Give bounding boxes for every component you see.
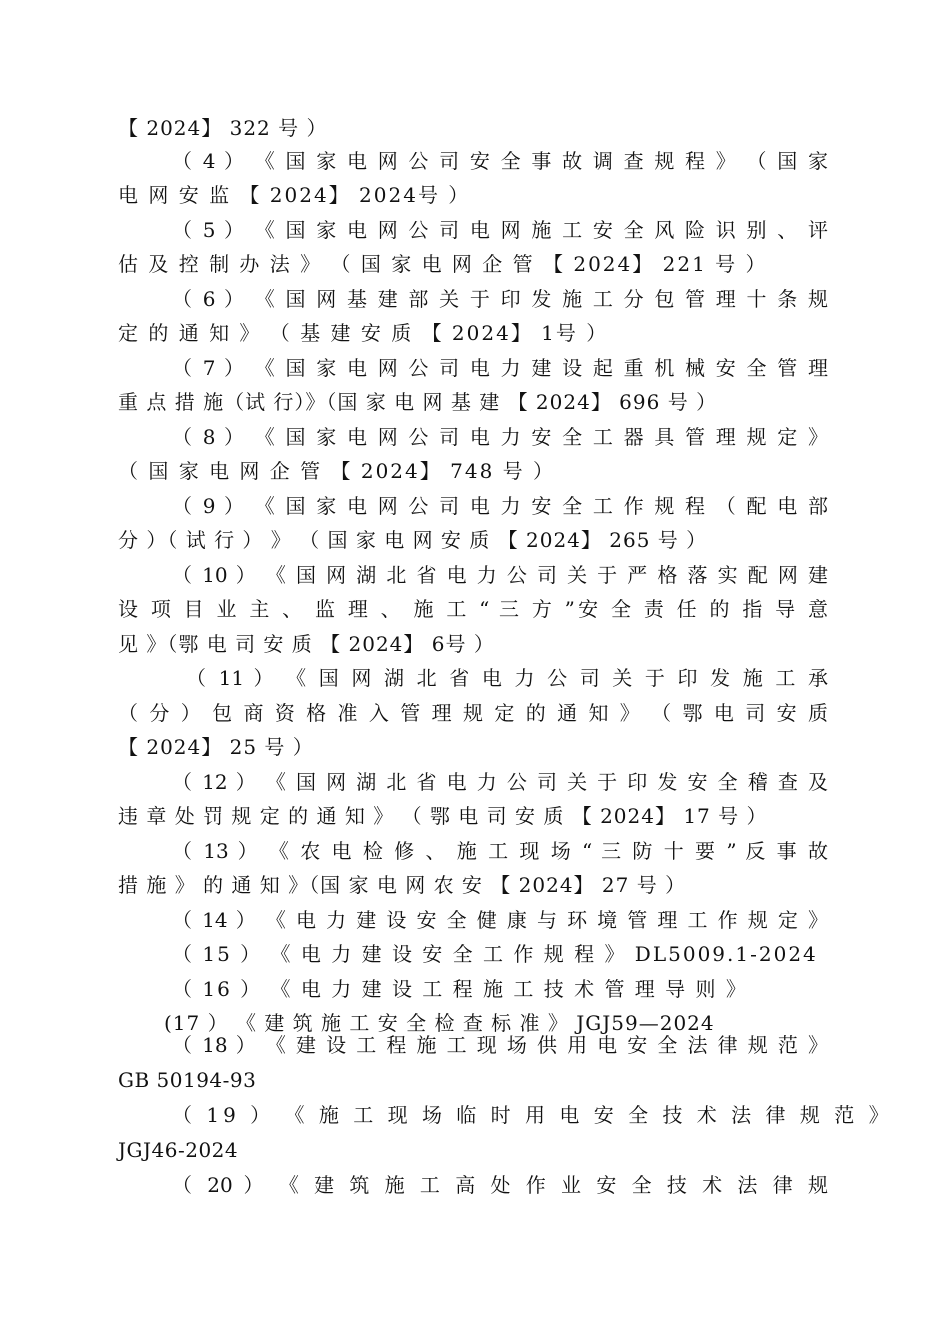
text-line: 定 的 通 知 》 （ 基 建 安 质 【 2024】 1号 ） [118, 321, 609, 345]
text-line: （ 7 ） 《 国 家 电 网 公 司 电 力 建 设 起 重 机 械 安 全 管 理 [172, 356, 828, 380]
text-line: 【 2024】 322 号 ） [118, 116, 328, 140]
text-line: （ 12 ） 《 国 网 湖 北 省 电 力 公 司 关 于 印 发 安 全 稽 查 及 [172, 770, 828, 794]
text-line: （ 9 ） 《 国 家 电 网 公 司 电 力 安 全 工 作 规 程 （ 配 电 部 [172, 494, 828, 518]
text-line: （ 20 ） 《 建 筑 施 工 高 处 作 业 安 全 技 术 法 律 规 [172, 1173, 828, 1197]
text-line: 重 点 措 施（试 行）》（国 家 电 网 基 建 【 2024】 696 号 ） [118, 390, 718, 414]
text-line: 违 章 处 罚 规 定 的 通 知 》 （ 鄂 电 司 安 质 【 2024】 17 号 ） [118, 804, 768, 828]
text-line: 措 施 》 的 通 知 》（国 家 电 网 农 安 【 2024】 27 号 ） [118, 873, 687, 897]
text-line: （ 16 ） 《 电 力 建 设 工 程 施 工 技 术 管 理 导 则 》 [172, 977, 748, 1001]
text-line: （ 14 ） 《 电 力 建 设 安 全 健 康 与 环 境 管 理 工 作 规 定 》 [172, 908, 828, 932]
text-line: （ 13 ） 《 农 电 检 修 、 施 工 现 场 “ 三 防 十 要 ” 反 事 故 [172, 839, 828, 863]
text-line: JGJ46-2024 [118, 1138, 239, 1162]
text-line: GB 50194-93 [118, 1068, 257, 1092]
text-line: （ 分 ） 包 商 资 格 准 入 管 理 规 定 的 通 知 》 （ 鄂 电 司 安 质 [118, 701, 828, 725]
text-line: （ 11 ） 《 国 网 湖 北 省 电 力 公 司 关 于 印 发 施 工 承 [186, 666, 828, 690]
text-line: （ 5 ） 《 国 家 电 网 公 司 电 网 施 工 安 全 风 险 识 别 、 评 [172, 218, 828, 242]
text-line: 见 》（鄂 电 司 安 质 【 2024】 6号 ） [118, 632, 495, 656]
text-line: （ 6 ） 《 国 网 基 建 部 关 于 印 发 施 工 分 包 管 理 十 条 规 [172, 287, 828, 311]
text-line: 分 ）（ 试 行 ） 》 （ 国 家 电 网 安 质 【 2024】 265 号 ） [118, 528, 708, 552]
text-line: （ 4 ） 《 国 家 电 网 公 司 安 全 事 故 调 查 规 程 》 （ 国 家 [172, 149, 828, 173]
text-line: 【 2024】 25 号 ） [118, 735, 314, 759]
text-line: （ 19 ） 《 施 工 现 场 临 时 用 电 安 全 技 术 法 律 规 范 》 [172, 1103, 893, 1127]
text-line: 电 网 安 监 【 2024】 2024号 ） [118, 183, 471, 207]
text-line: （ 8 ） 《 国 家 电 网 公 司 电 力 安 全 工 器 具 管 理 规 定 》 [172, 425, 828, 449]
text-line: （ 10 ） 《 国 网 湖 北 省 电 力 公 司 关 于 严 格 落 实 配 网 建 [172, 563, 828, 587]
text-line: 估 及 控 制 办 法 》 （ 国 家 电 网 企 管 【 2024】 221 号 ） [118, 252, 768, 276]
text-line: (17 ） 《 建 筑 施 工 安 全 检 查 标 准 》 JGJ59—2024 [164, 1011, 715, 1035]
text-line: （ 18 ） 《 建 设 工 程 施 工 现 场 供 用 电 安 全 法 律 规 范 》 [172, 1033, 828, 1057]
text-line: （ 国 家 电 网 企 管 【 2024】 748 号 ） [118, 459, 556, 483]
text-line: （ 15 ） 《 电 力 建 设 安 全 工 作 规 程 》 DL5009.1-2024 [172, 942, 818, 966]
text-line: 设 项 目 业 主 、 监 理 、 施 工 “ 三 方 ”安 全 责 任 的 指 导 意 [118, 597, 828, 621]
